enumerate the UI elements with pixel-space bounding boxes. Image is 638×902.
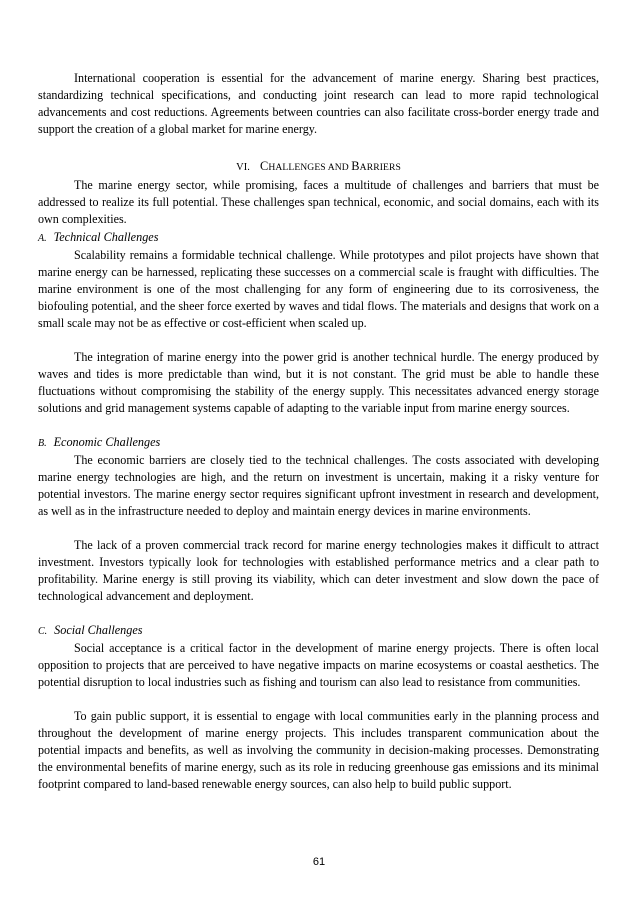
social-paragraph-1: Social acceptance is a critical factor in the development of marine energy projects. There is often local opposition to projects that are perceived to have negative impacts on marine ecosystems or coastal aesthetics. The potential disruption to local industries such as fishing and tourism can also lead to resistance from communities. [38,641,599,689]
subsection-letter: C. [38,626,48,637]
subsection-title: Social Challenges [54,623,143,637]
section-title-initial-c: C [259,159,269,173]
economic-paragraph-1: The economic barriers are closely tied to the technical challenges. The costs associated with developing marine energy technologies are high, and the return on investment is uncertain, making it a risky venture for potential investors. The marine energy sector requires significant upfront investment in research and development, as well as in the infrastructure needed to deploy and maintain energy devices in marine environments. [38,453,599,518]
section-title-part-1: HALLENGES AND [268,162,352,173]
intro-paragraph: International cooperation is essential for the advancement of marine energy. Sharing best practices, standardizing technical specifications, and conducting joint research can lead to more rapid technological advancements and cost reductions. Agreements between countries can also facilitate cross-border energy trade and support the creation of a global market for marine energy. [38,71,599,136]
technical-paragraph-1: Scalability remains a formidable technical challenge. While prototypes and pilot projects have shown that marine energy can be harnessed, replicating these successes on a commercial scale is fraught with difficulties. The marine environment is one of the most challenging for any form of engineering due to its corrosiveness, the biofouling potential, and the sheer force exerted by waves and tidal flows. The materials and designs that work on a small scale may not be as effective or cost-efficient when scaled up. [38,248,599,330]
economic-paragraph-2: The lack of a proven commercial track record for marine energy technologies makes it difficult to attract investment. Investors typically look for technologies with established performance metrics and a clear path to profitability. Marine energy is still proving its viability, which can deter investment and slow down the pace of technological advancement and deployment. [38,538,599,603]
section-title-part-2: ARRIERS [359,162,401,173]
technical-paragraph-2: The integration of marine energy into the power grid is another technical hurdle. The energy produced by waves and tides is more predictable than wind, but it is not constant. The grid must be able to handle these fluctuations without compromising the stability of the energy supply. This necessitates advanced energy storage solutions and grid management systems capable of adapting to the variable input from marine energy sources. [38,350,599,415]
subsection-heading-economic [38,434,599,452]
page-number: 61 [312,856,326,868]
subsection-title: Economic Challenges [53,435,161,449]
subsection-heading-technical [38,229,599,247]
section-title-initial-b: B [351,159,360,173]
social-paragraph-2: To gain public support, it is essential to engage with local communities early in the planning process and throughout the development of marine energy projects. This includes transparent communication about the potential impacts and benefits, as well as involving the community in decision-making processes. Demonstrating the environmental benefits of marine energy, such as its role in reducing greenhouse gas emissions and its minimal footprint compared to land-based renewable energy sources, can also help to build public support. [38,709,599,791]
document-body [38,70,599,793]
subsection-letter: A. [38,233,47,244]
section-heading [38,158,599,176]
subsection-heading-social [38,622,599,640]
subsection-title: Technical Challenges [53,230,159,244]
subsection-letter: B. [38,438,47,449]
section-intro-paragraph: The marine energy sector, while promising, faces a multitude of challenges and barriers that must be addressed to realize its full potential. These challenges span technical, economic, and social domains, each with its own complexities. [38,178,599,226]
section-number: VI. [236,162,250,173]
